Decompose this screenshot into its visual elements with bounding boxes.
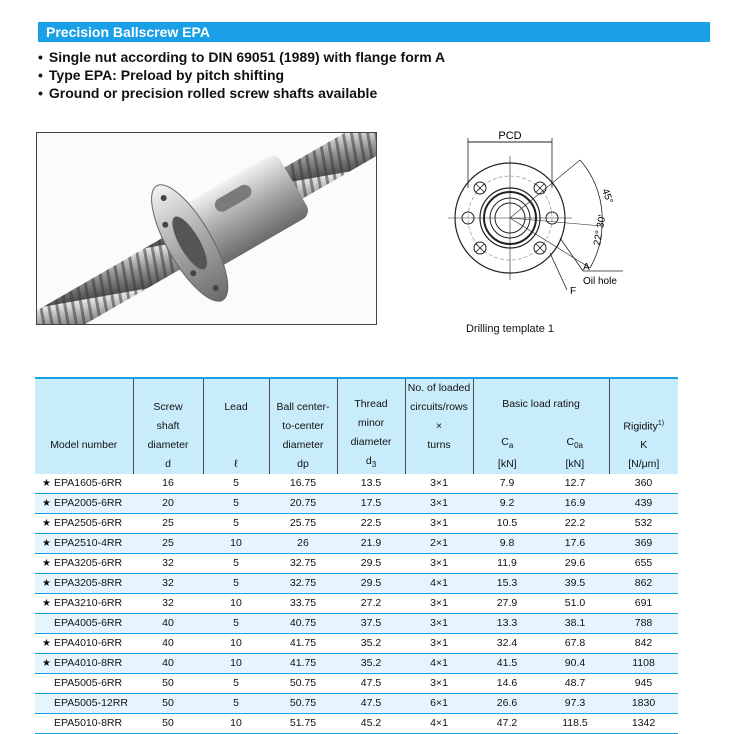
cell-d3: 13.5	[337, 474, 405, 494]
cell-d: 20	[133, 494, 203, 514]
cell-ca: 47.2	[473, 714, 541, 734]
model-cell	[35, 554, 133, 574]
cell-lead: 5	[203, 474, 269, 494]
cell-c0a: 12.7	[541, 474, 609, 494]
cell-ca: 9.2	[473, 494, 541, 514]
cell-c0a: 38.1	[541, 614, 609, 634]
cell-c0a: 17.6	[541, 534, 609, 554]
cell-d3: 29.5	[337, 554, 405, 574]
cell-d3: 35.2	[337, 654, 405, 674]
cell-c0a: 90.4	[541, 654, 609, 674]
cell-k: 945	[609, 674, 678, 694]
star-marker: ★	[42, 518, 51, 529]
cell-d: 50	[133, 694, 203, 714]
star-marker: ★	[42, 498, 51, 509]
star-marker: ★	[42, 658, 51, 669]
model-cell	[35, 594, 133, 614]
cell-circ: 3×1	[405, 614, 473, 634]
cell-k: 1830	[609, 694, 678, 714]
cell-d3: 29.5	[337, 574, 405, 594]
col-thread-minor-diameter: Thread minor diameter $d_3$	[337, 378, 405, 474]
cell-c0a: 39.5	[541, 574, 609, 594]
model-cell	[35, 614, 133, 634]
model-number: EPA3205-6RR	[54, 557, 123, 569]
cell-dp: 32.75	[269, 574, 337, 594]
table-row	[35, 534, 678, 554]
cell-d: 32	[133, 574, 203, 594]
cell-lead: 5	[203, 574, 269, 594]
cell-c0a: 97.3	[541, 694, 609, 714]
cell-k: 1342	[609, 714, 678, 734]
label-f: F	[570, 286, 577, 297]
cell-lead: 10	[203, 594, 269, 614]
section-title: Precision Ballscrew EPA	[38, 22, 710, 42]
cell-c0a: 48.7	[541, 674, 609, 694]
cell-circ: 4×1	[405, 654, 473, 674]
model-cell	[35, 574, 133, 594]
cell-d: 50	[133, 714, 203, 734]
star-marker: ★	[42, 478, 51, 489]
cell-lead: 5	[203, 614, 269, 634]
cell-ca: 41.5	[473, 654, 541, 674]
cell-d: 16	[133, 474, 203, 494]
cell-dp: 32.75	[269, 554, 337, 574]
model-cell	[35, 474, 133, 494]
cell-circ: 4×1	[405, 714, 473, 734]
cell-circ: 2×1	[405, 534, 473, 554]
cell-dp: 26	[269, 534, 337, 554]
cell-ca: 13.3	[473, 614, 541, 634]
col-rigidity: Rigidity$^{1)}$ K [N/μm]	[609, 378, 678, 474]
cell-k: 862	[609, 574, 678, 594]
angle-22-label: 22° 30'	[592, 214, 609, 247]
cell-circ: 3×1	[405, 634, 473, 654]
col-model: Model number	[35, 378, 133, 474]
cell-d3: 21.9	[337, 534, 405, 554]
cell-lead: 10	[203, 654, 269, 674]
cell-circ: 3×1	[405, 494, 473, 514]
cell-dp: 40.75	[269, 614, 337, 634]
cell-dp: 50.75	[269, 694, 337, 714]
cell-circ: 3×1	[405, 674, 473, 694]
table-row	[35, 674, 678, 694]
cell-circ: 4×1	[405, 574, 473, 594]
model-number: EPA4010-6RR	[54, 637, 123, 649]
cell-c0a: 16.9	[541, 494, 609, 514]
cell-lead: 10	[203, 634, 269, 654]
cell-circ: 6×1	[405, 694, 473, 714]
model-cell	[35, 494, 133, 514]
cell-d: 32	[133, 554, 203, 574]
cell-dp: 50.75	[269, 674, 337, 694]
cell-d3: 17.5	[337, 494, 405, 514]
cell-dp: 33.75	[269, 594, 337, 614]
cell-circ: 3×1	[405, 474, 473, 494]
feature-item: • Ground or precision rolled screw shafts available	[38, 84, 445, 102]
model-number: EPA4010-8RR	[54, 657, 123, 669]
cell-ca: 15.3	[473, 574, 541, 594]
table-row	[35, 594, 678, 614]
drawing-caption: Drilling template 1	[465, 323, 555, 335]
model-cell	[35, 654, 133, 674]
star-marker: ★	[42, 558, 51, 569]
cell-d: 32	[133, 594, 203, 614]
table-header-row	[35, 378, 678, 474]
cell-k: 360	[609, 474, 678, 494]
cell-circ: 3×1	[405, 554, 473, 574]
cell-k: 439	[609, 494, 678, 514]
cell-k: 788	[609, 614, 678, 634]
col-lead: Lead ℓ	[203, 378, 269, 474]
feature-item: • Type EPA: Preload by pitch shifting	[38, 66, 445, 84]
cell-lead: 10	[203, 534, 269, 554]
table-row	[35, 634, 678, 654]
table-row	[35, 474, 678, 494]
cell-k: 1108	[609, 654, 678, 674]
cell-circ: 3×1	[405, 514, 473, 534]
cell-ca: 27.9	[473, 594, 541, 614]
angle-45-label: 45°	[599, 187, 615, 206]
model-number: EPA1605-6RR	[54, 477, 123, 489]
cell-lead: 5	[203, 494, 269, 514]
feature-list	[38, 48, 445, 102]
cell-ca: 9.8	[473, 534, 541, 554]
cell-d: 25	[133, 514, 203, 534]
cell-ca: 26.6	[473, 694, 541, 714]
table-row	[35, 574, 678, 594]
cell-dp: 41.75	[269, 654, 337, 674]
cell-k: 842	[609, 634, 678, 654]
model-number: EPA5005-6RR	[54, 677, 123, 689]
col-basic-load-rating: Basic load rating $C_a$ [kN] $C_{0a}$ [kN]	[473, 378, 609, 474]
cell-k: 532	[609, 514, 678, 534]
cell-d3: 47.5	[337, 674, 405, 694]
cell-ca: 10.5	[473, 514, 541, 534]
cell-d: 40	[133, 654, 203, 674]
model-number: EPA2510-4RR	[54, 537, 123, 549]
table-row	[35, 714, 678, 734]
model-number: EPA3205-8RR	[54, 577, 123, 589]
cell-dp: 25.75	[269, 514, 337, 534]
cell-lead: 5	[203, 674, 269, 694]
model-number: EPA5010-8RR	[54, 717, 123, 729]
col-circuits: No. of loaded circuits/rows × turns	[405, 378, 473, 474]
star-marker: ★	[42, 578, 51, 589]
model-cell	[35, 694, 133, 714]
cell-d: 50	[133, 674, 203, 694]
cell-k: 691	[609, 594, 678, 614]
cell-c0a: 51.0	[541, 594, 609, 614]
star-marker: ★	[42, 538, 51, 549]
cell-c0a: 118.5	[541, 714, 609, 734]
cell-lead: 5	[203, 694, 269, 714]
cell-d: 40	[133, 614, 203, 634]
spec-table	[35, 377, 678, 734]
cell-lead: 5	[203, 514, 269, 534]
star-marker: ★	[42, 638, 51, 649]
cell-ca: 14.6	[473, 674, 541, 694]
model-cell	[35, 714, 133, 734]
cell-d: 40	[133, 634, 203, 654]
cell-k: 655	[609, 554, 678, 574]
cell-ca: 7.9	[473, 474, 541, 494]
ballscrew-illustration	[37, 133, 377, 325]
feature-item: • Single nut according to DIN 69051 (1989) with flange form A	[38, 48, 445, 66]
cell-ca: 11.9	[473, 554, 541, 574]
cell-dp: 51.75	[269, 714, 337, 734]
table-row	[35, 654, 678, 674]
model-number: EPA3210-6RR	[54, 597, 123, 609]
ballscrew-photo	[36, 132, 377, 325]
cell-d3: 37.5	[337, 614, 405, 634]
cell-k: 369	[609, 534, 678, 554]
model-number: EPA2505-6RR	[54, 517, 123, 529]
col-screw-diameter: Screw shaft diameter d	[133, 378, 203, 474]
model-cell	[35, 514, 133, 534]
cell-lead: 10	[203, 714, 269, 734]
cell-d3: 27.2	[337, 594, 405, 614]
table-row	[35, 614, 678, 634]
cell-c0a: 22.2	[541, 514, 609, 534]
table-row	[35, 494, 678, 514]
model-number: EPA2005-6RR	[54, 497, 123, 509]
model-cell	[35, 634, 133, 654]
drilling-template-drawing	[440, 128, 640, 298]
cell-d: 25	[133, 534, 203, 554]
cell-dp: 41.75	[269, 634, 337, 654]
cell-d3: 35.2	[337, 634, 405, 654]
model-number: EPA4005-6RR	[54, 617, 123, 629]
model-cell	[35, 674, 133, 694]
model-number: EPA5005-12RR	[54, 697, 128, 709]
cell-c0a: 29.6	[541, 554, 609, 574]
pcd-label: PCD	[498, 130, 522, 142]
cell-lead: 5	[203, 554, 269, 574]
cell-dp: 16.75	[269, 474, 337, 494]
table-row	[35, 694, 678, 714]
cell-d3: 45.2	[337, 714, 405, 734]
cell-circ: 3×1	[405, 594, 473, 614]
table-row	[35, 554, 678, 574]
cell-d3: 47.5	[337, 694, 405, 714]
cell-ca: 32.4	[473, 634, 541, 654]
cell-dp: 20.75	[269, 494, 337, 514]
star-marker: ★	[42, 598, 51, 609]
model-cell	[35, 534, 133, 554]
table-row	[35, 514, 678, 534]
cell-d3: 22.5	[337, 514, 405, 534]
label-a: A	[583, 262, 590, 273]
col-ball-diameter: Ball center- to-center diameter dp	[269, 378, 337, 474]
cell-c0a: 67.8	[541, 634, 609, 654]
oil-hole-label: Oil hole	[583, 276, 617, 287]
